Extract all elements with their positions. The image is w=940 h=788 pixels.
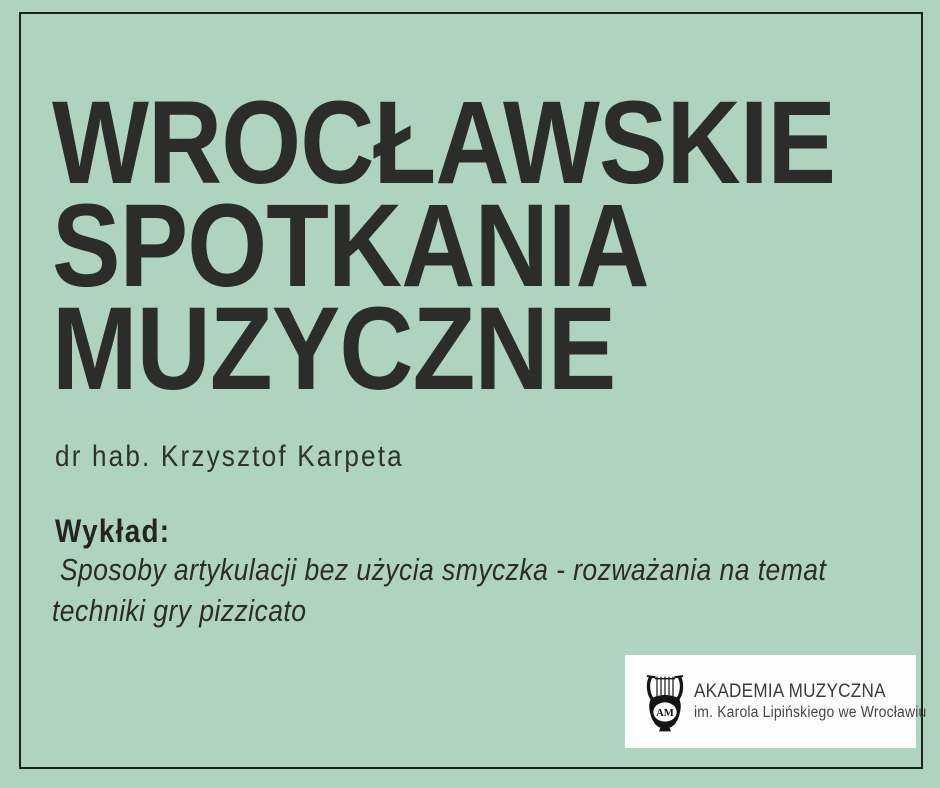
- poster-title: [52, 77, 836, 415]
- lecture-title: [52, 550, 940, 632]
- lecture-label: Wykład:: [55, 513, 171, 549]
- poster-board: [19, 12, 927, 769]
- title-line-2: SPOTKANIA: [52, 180, 649, 312]
- lyre-foot: [659, 728, 671, 731]
- lyre-icon: [645, 672, 685, 732]
- lecture-title-line-1: Sposoby artykulacji bez użycia smyczka - rozważania na temat: [52, 553, 827, 587]
- lyre-right-arm: [676, 676, 681, 700]
- academy-subtitle: im. Karola Lipińskiego we Wrocławiu: [694, 704, 927, 721]
- academy-logo-box: [625, 655, 927, 748]
- academy-name: AKADEMIA MUZYCZNA: [694, 681, 886, 702]
- lyre-left-arm: [648, 676, 653, 700]
- lyre-monogram: AM: [656, 707, 674, 719]
- title-line-3: MUZYCZNE: [52, 283, 616, 415]
- academy-logo-text: [694, 681, 926, 722]
- lecture-title-line-2: techniki gry pizzicato: [52, 594, 307, 628]
- presenter-name: dr hab. Krzysztof Karpeta: [55, 440, 404, 473]
- title-line-1: WROCŁAWSKIE: [52, 77, 836, 209]
